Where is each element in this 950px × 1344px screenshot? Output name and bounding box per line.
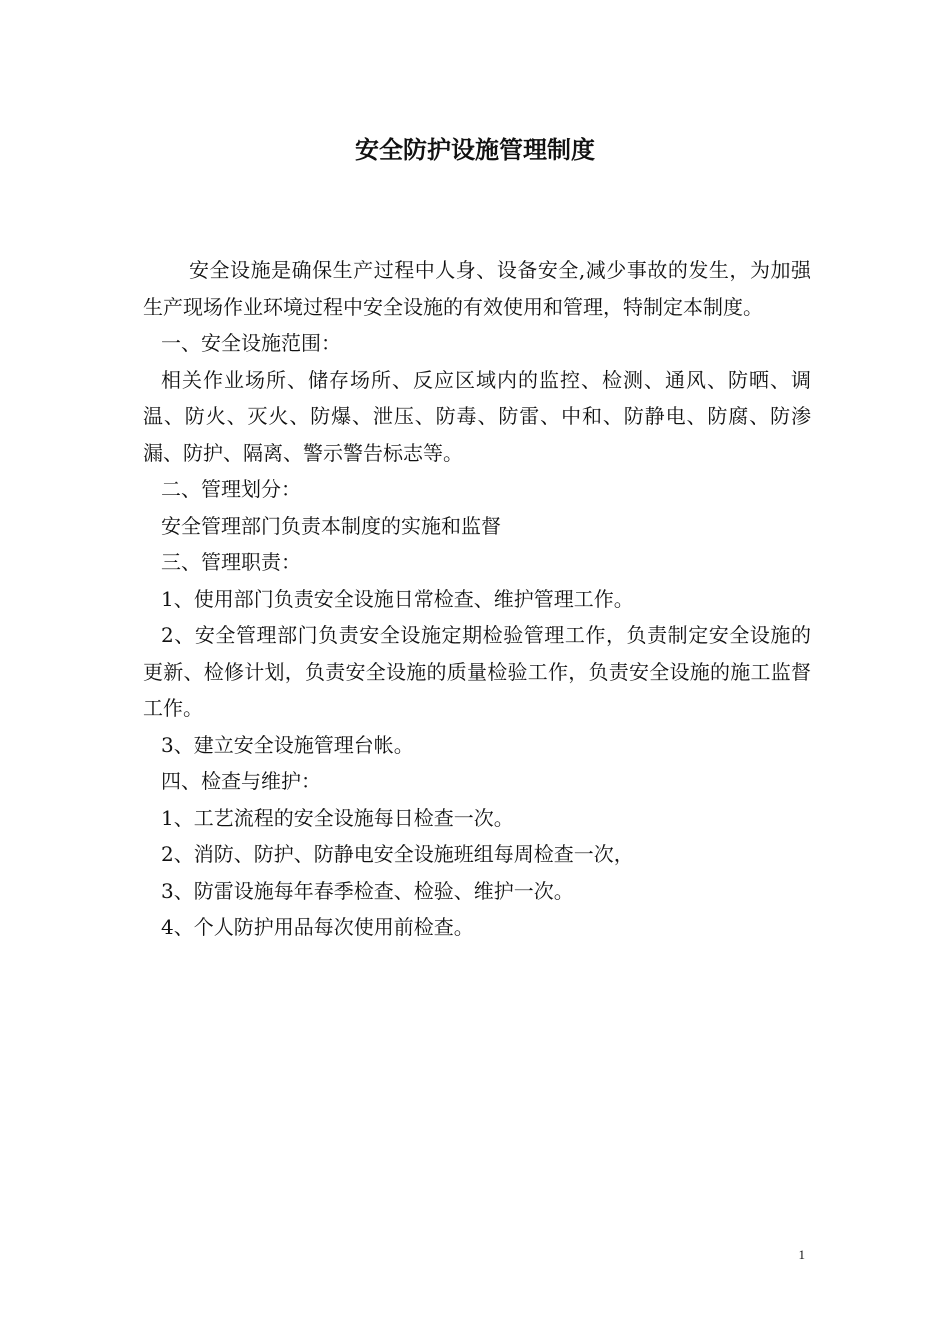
inspection-item: 4、个人防护用品每次使用前检查。 (161, 915, 474, 939)
scope-paragraph: 相关作业场所、储存场所、反应区域内的监控、检测、通风、防晒、调温、防火、灭火、防爆、泄压、防毒、防雷、中和、防静电、防腐、防渗漏、防护、隔离、警示警告标志等。 (143, 367, 811, 465)
document-body (143, 252, 811, 946)
division-paragraph: 安全管理部门负责本制度的实施和监督 (161, 513, 501, 538)
intro-paragraph: 安全设施是确保生产过程中人身、设备安全,减少事故的发生，为加强生产现场作业环境过程中安全设施的有效使用和管理，特制定本制度。 (143, 258, 811, 319)
inspection-item: 3、防雷设施每年春季检查、检验、维护一次。 (161, 878, 574, 903)
duty-item: 1、使用部门负责安全设施日常检查、维护管理工作。 (161, 586, 634, 611)
document-title: 安全防护设施管理制度 (355, 135, 595, 164)
page-number: 1 (798, 1247, 805, 1262)
inspection-item: 2、消防、防护、防静电安全设施班组每周检查一次， (161, 842, 634, 866)
inspection-item: 1、工艺流程的安全设施每日检查一次。 (161, 805, 514, 830)
section-heading-scope: 一、安全设施范围： (161, 331, 341, 355)
duty-item: 2、安全管理部门负责安全设施定期检验管理工作，负责制定安全设施的更新、检修计划，负责安全设施的质量检验工作，负责安全设施的施工监督工作。 (143, 623, 811, 720)
section-heading-division: 二、管理划分： (161, 477, 301, 501)
duty-item: 3、建立安全设施管理台帐。 (161, 732, 414, 757)
section-heading-inspection: 四、检查与维护： (161, 769, 321, 793)
section-heading-duties: 三、管理职责： (161, 550, 301, 574)
